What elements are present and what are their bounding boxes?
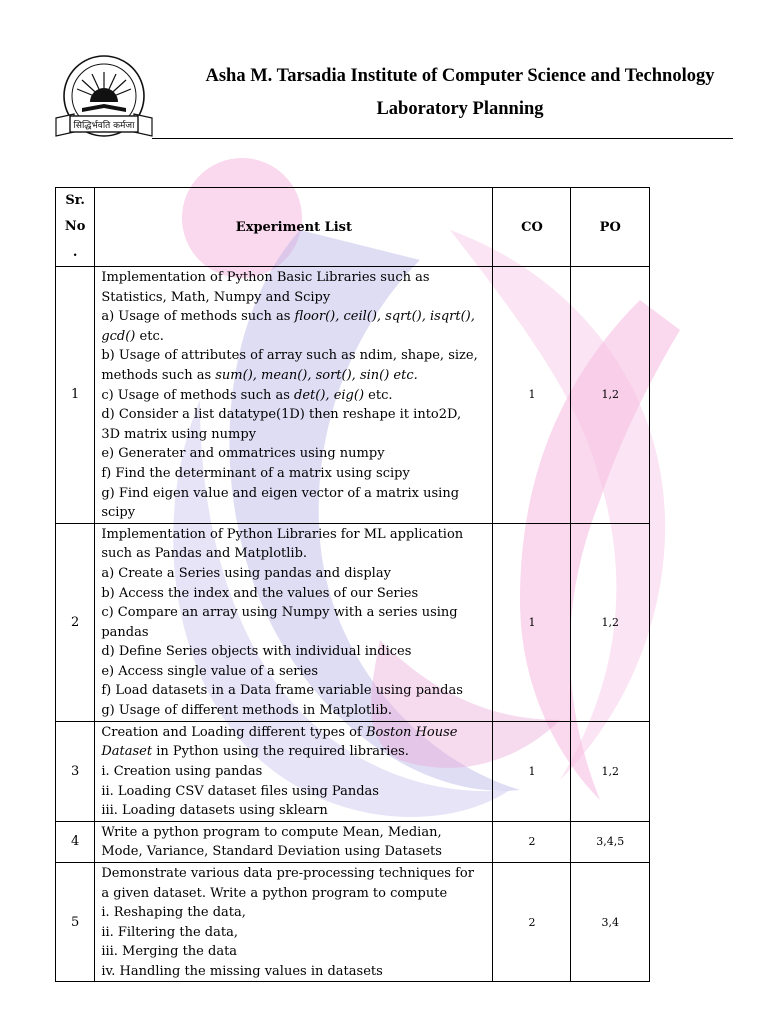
experiment-line: iii. Loading datasets using sklearn — [101, 803, 328, 819]
experiment-list-header: Experiment List — [95, 188, 493, 267]
experiment-line: Implementation of Python Libraries for ML application — [101, 526, 464, 542]
experiment-line: Demonstrate various data pre-processing techniques for — [101, 865, 474, 881]
experiment-line: c) Usage of methods such as det(), eig() etc. — [101, 387, 393, 403]
experiment-line: iii. Merging the data — [101, 944, 238, 960]
experiment-line: b) Access the index and the values of our Series — [101, 585, 419, 601]
experiment-line: a) Usage of methods such as floor(), ceil(), sqrt(), isqrt(), — [101, 309, 475, 325]
sr-no-cell: 3 — [56, 721, 95, 821]
lab-planning-table — [55, 187, 650, 982]
po-cell: 3,4,5 — [571, 821, 650, 862]
experiment-line: 3D matrix using numpy — [101, 426, 257, 442]
experiment-line: f) Load datasets in a Data frame variable using pandas — [101, 683, 463, 699]
experiment-cell — [95, 862, 493, 982]
experiment-line: Implementation of Python Basic Libraries such as — [101, 270, 430, 285]
experiment-line: Statistics, Math, Numpy and Scipy — [101, 289, 331, 305]
experiment-line: Write a python program to compute Mean, Median, — [101, 824, 442, 840]
experiment-line: a) Create a Series using pandas and display — [101, 565, 391, 581]
experiment-line: ii. Loading CSV dataset files using Pandas — [101, 783, 379, 799]
co-cell: 1 — [493, 721, 571, 821]
po-cell: 1,2 — [571, 523, 650, 721]
header-divider — [152, 138, 733, 139]
co-cell: 2 — [493, 821, 571, 862]
page-subtitle: Laboratory Planning — [376, 99, 544, 119]
sr-no-cell: 2 — [56, 523, 95, 721]
experiment-cell — [95, 523, 493, 721]
institute-logo — [52, 52, 156, 144]
experiment-line: d) Define Series objects with individual indices — [101, 644, 412, 660]
experiment-line: gcd() etc. — [101, 328, 164, 344]
experiment-line: methods such as sum(), mean(), sort(), sin() etc. — [101, 367, 418, 383]
po-header: PO — [571, 188, 650, 267]
po-cell: 1,2 — [571, 267, 650, 524]
experiment-line: Creation and Loading different types of Boston House — [101, 724, 458, 740]
sr-no-header: Sr. No . — [56, 188, 95, 267]
table-row — [56, 821, 650, 862]
table-row — [56, 862, 650, 982]
experiment-cell — [95, 721, 493, 821]
co-header: CO — [493, 188, 571, 267]
experiment-line: i. Reshaping the data, — [101, 905, 246, 921]
experiment-line: e) Generater and ommatrices using numpy — [101, 446, 385, 462]
table-header-row — [56, 188, 650, 267]
experiment-line: such as Pandas and Matplotlib. — [101, 546, 308, 562]
experiment-line: c) Compare an array using Numpy with a series using — [101, 605, 458, 621]
logo-motto: सिद्धिर्भवति कर्मजा — [73, 121, 135, 131]
experiment-line: Mode, Variance, Standard Deviation using Datasets — [101, 844, 442, 860]
po-cell: 1,2 — [571, 721, 650, 821]
experiment-line: pandas — [101, 624, 149, 640]
co-cell: 1 — [493, 523, 571, 721]
table-row — [56, 523, 650, 721]
table-row — [56, 721, 650, 821]
experiment-cell — [95, 821, 493, 862]
co-cell: 2 — [493, 862, 571, 982]
experiment-line: b) Usage of attributes of array such as ndim, shape, size, — [101, 348, 478, 364]
experiment-line: f) Find the determinant of a matrix using scipy — [101, 465, 410, 481]
sr-no-cell: 1 — [56, 267, 95, 524]
sr-no-cell: 5 — [56, 862, 95, 982]
co-cell: 1 — [493, 267, 571, 524]
experiment-line: i. Creation using pandas — [101, 763, 263, 779]
experiment-cell — [95, 267, 493, 524]
experiment-line: e) Access single value of a series — [101, 663, 319, 679]
institute-title: Asha M. Tarsadia Institute of Computer Science and Technology — [205, 66, 715, 86]
experiment-line: scipy — [101, 505, 136, 521]
experiment-line: Dataset in Python using the required libraries. — [101, 744, 409, 760]
sr-no-cell: 4 — [56, 821, 95, 862]
experiment-line: d) Consider a list datatype(1D) then reshape it into2D, — [101, 407, 462, 423]
table-row — [56, 267, 650, 524]
experiment-line: g) Usage of different methods in Matplotlib. — [101, 703, 392, 719]
experiment-line: a given dataset. Write a python program to compute — [101, 885, 448, 901]
experiment-line: g) Find eigen value and eigen vector of a matrix using — [101, 485, 460, 501]
experiment-line: ii. Filtering the data, — [101, 924, 238, 940]
po-cell: 3,4 — [571, 862, 650, 982]
experiment-line: iv. Handling the missing values in datasets — [101, 963, 383, 979]
